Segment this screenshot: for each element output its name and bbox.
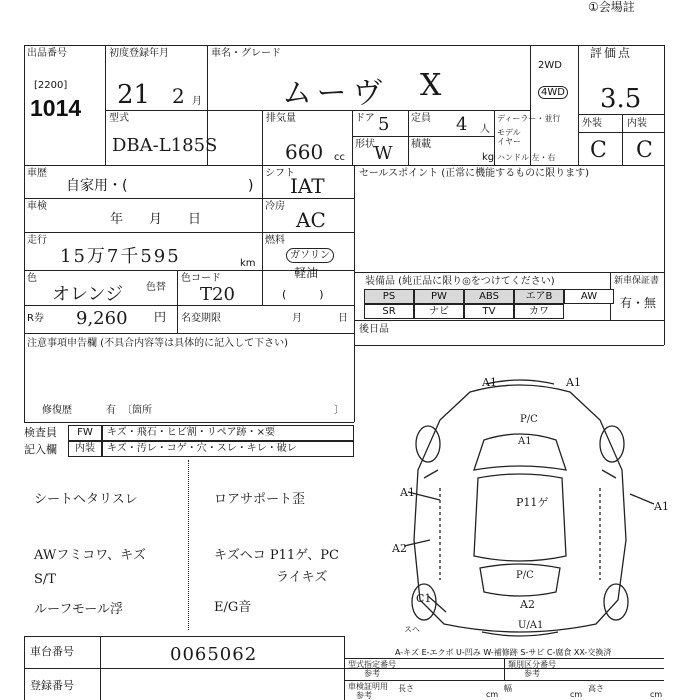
first-registration-label: 初度登録年月 — [109, 48, 169, 59]
namechange-month: 月 — [292, 313, 302, 324]
note-4: キズヘコ P11ゲ、PC — [214, 548, 339, 563]
load-label: 積載 — [411, 139, 431, 150]
recycle-label: R券 — [27, 313, 44, 324]
type-label: 型式指定番号 — [348, 660, 396, 669]
model-year-label: モデル — [497, 128, 521, 137]
lot-code: [2200] — [34, 80, 68, 91]
inspection-value: 年 月 日 — [110, 212, 202, 227]
height-cm: cm — [650, 690, 663, 699]
load-unit: kg — [482, 152, 495, 163]
car-name: ムーヴ — [282, 76, 389, 111]
note-1: シートヘタリスレ — [34, 492, 138, 507]
repair-close: 〕 — [334, 405, 344, 416]
equipment-item: ABS — [464, 289, 514, 304]
inspection-label: 車検 — [27, 201, 47, 212]
displacement-label: 排気量 — [266, 113, 296, 124]
note-5: S/T — [34, 572, 56, 587]
capacity-value: 4 — [456, 114, 468, 135]
rear-items-label: 後日品 — [359, 324, 389, 335]
registration-number-label: 登録番号 — [30, 679, 74, 692]
mark-front-right: A1 — [566, 376, 581, 389]
inspector-label: 検査員 — [24, 426, 57, 439]
shift-value: IAT — [290, 174, 325, 198]
mark-left-rear: A2 — [392, 542, 407, 555]
dealer-label: ディーラー・並行 — [497, 114, 561, 123]
evaluation-label: 評価点 — [590, 46, 633, 60]
damage-legend: A-キズ E-エクボ U-凹み W-補修跡 S-サビ C-腐食 XX-交換済 — [395, 648, 612, 657]
car-grade: X — [420, 68, 442, 103]
equipment-item: カワ — [514, 304, 564, 319]
capacity-label: 定員 — [411, 113, 431, 124]
namechange-label: 名変期限 — [181, 313, 221, 324]
equipment-item: SR — [364, 304, 414, 319]
mark-spare: スヘ — [404, 625, 420, 634]
recycle-unit: 円 — [154, 310, 167, 324]
model-value: DBA-L185S — [112, 135, 218, 156]
notes-label: 注意事項申告欄 (不具合内容等は具体的に記入して下さい) — [27, 338, 288, 349]
interior-grade: C — [636, 138, 653, 163]
cc-unit: cc — [334, 152, 345, 163]
height-label: 高さ — [588, 684, 604, 693]
equipment-label: 装備品 (純正品に限り◎をつけてください) — [365, 276, 555, 287]
mark-left-side: A1 — [400, 486, 415, 499]
car-name-label: 車名・グレード — [211, 48, 281, 59]
fw-tag: FW — [68, 425, 102, 441]
registration-year: 21 — [117, 80, 151, 110]
mark-rear-left-tire: C1 — [416, 592, 432, 605]
fw-items: キズ・飛石・ヒビ割・リペア跡・×要 — [102, 425, 354, 441]
length-label: 長さ — [398, 684, 414, 693]
equipment-item: AW — [564, 289, 614, 304]
cert-label: 車検証明用 — [348, 682, 388, 691]
color-label: 色 — [27, 273, 37, 284]
note-6: ライキズ — [276, 570, 328, 585]
mark-rear-window: P/C — [516, 570, 534, 581]
venue-note: ①会場註 — [588, 0, 635, 14]
fuel-diesel: 軽油 — [294, 266, 319, 280]
class-sub: 参考 — [524, 669, 540, 678]
interior-label: 内装 — [627, 118, 647, 129]
capacity-unit: 人 — [480, 124, 490, 135]
length-cm: cm — [486, 690, 499, 699]
mark-windshield: A1 — [518, 436, 532, 447]
equipment-item: PW — [414, 289, 464, 304]
month-unit: 月 — [192, 96, 202, 107]
mileage-value: 15万7千595 — [60, 246, 181, 267]
model-label: 型式 — [109, 113, 129, 124]
color-change-label: 色替 — [146, 282, 166, 293]
class-label: 類別区分番号 — [508, 660, 556, 669]
history-close: ) — [248, 178, 254, 194]
chassis-value: 0065062 — [170, 644, 258, 665]
chassis-label: 車台番号 — [30, 645, 74, 658]
lot-label: 出品番号 — [27, 48, 67, 59]
selling-point-label: セールスポイント (正常に機能するものに限ります) — [359, 168, 590, 179]
drive-2wd: 2WD — [538, 60, 562, 71]
equipment-item: TV — [464, 304, 514, 319]
aircon-value: AC — [296, 208, 326, 232]
interior-items: キズ・汚レ・コゲ・穴・スレ・キレ・破レ — [102, 441, 354, 457]
aircon-label: 冷房 — [265, 201, 285, 212]
repair-label: 修復歴 — [42, 405, 72, 416]
warranty-value: 有・無 — [620, 296, 657, 310]
color-code-label: 色コード — [181, 273, 221, 284]
exterior-grade: C — [590, 138, 607, 163]
equipment-item: PS — [364, 289, 414, 304]
shape-value: W — [374, 143, 393, 164]
type-sub: 参考 — [364, 669, 380, 678]
mark-hood: P/C — [520, 414, 538, 425]
color-code-value: T20 — [200, 284, 235, 305]
namechange-day: 日 — [338, 313, 348, 324]
mark-rear-under: U/A1 — [518, 620, 544, 631]
cert-sub: 参考 — [356, 691, 372, 700]
note-8: E/G音 — [214, 600, 252, 615]
repair-location: 〔箇所 — [122, 405, 152, 416]
handle-label: ハンドル 左・右 — [497, 153, 556, 162]
mark-roof: P11ゲ — [516, 496, 549, 509]
exterior-label: 外装 — [582, 118, 602, 129]
registration-month: 2 — [172, 84, 185, 108]
shift-label: シフト — [265, 168, 295, 179]
displacement-value: 660 — [285, 140, 324, 164]
width-cm: cm — [570, 690, 583, 699]
mark-front-left: A1 — [482, 376, 497, 389]
note-7: ルーフモール浮 — [34, 602, 124, 617]
doors-label: ドア — [355, 113, 375, 124]
repair-has: 有 — [106, 405, 116, 416]
width-label: 幅 — [504, 684, 512, 693]
km-unit: km — [240, 258, 256, 269]
note-2: ロアサポート歪 — [214, 492, 306, 507]
color-value: オレンジ — [52, 284, 124, 305]
equipment-item: エアB — [514, 289, 564, 304]
lot-number: 1014 — [30, 95, 82, 121]
note-3: AWフミコワ、キズ — [34, 548, 146, 563]
fuel-gas: ガソリン — [286, 248, 334, 263]
history-value: 自家用・( — [66, 178, 128, 194]
recycle-value: 9,260 — [76, 308, 128, 329]
fuel-label: 燃料 — [265, 235, 285, 246]
fuel-other: ( ) — [282, 288, 324, 301]
shape-label: 形状 — [355, 139, 375, 150]
mark-rear-bumper: A2 — [520, 598, 535, 611]
warranty-label: 新車保証書 — [614, 276, 660, 286]
model-year-sub: イヤー — [497, 137, 521, 146]
equipment-item: ナビ — [414, 304, 464, 319]
drive-4wd: 4WD — [538, 86, 568, 99]
mark-right-side: A1 — [654, 500, 669, 513]
history-label: 車歴 — [27, 168, 47, 179]
interior-tag: 内装 — [68, 441, 102, 457]
entry-label: 記入欄 — [24, 443, 57, 456]
doors-value: 5 — [378, 114, 390, 135]
evaluation-score: 3.5 — [600, 84, 642, 114]
mileage-label: 走行 — [27, 235, 47, 246]
